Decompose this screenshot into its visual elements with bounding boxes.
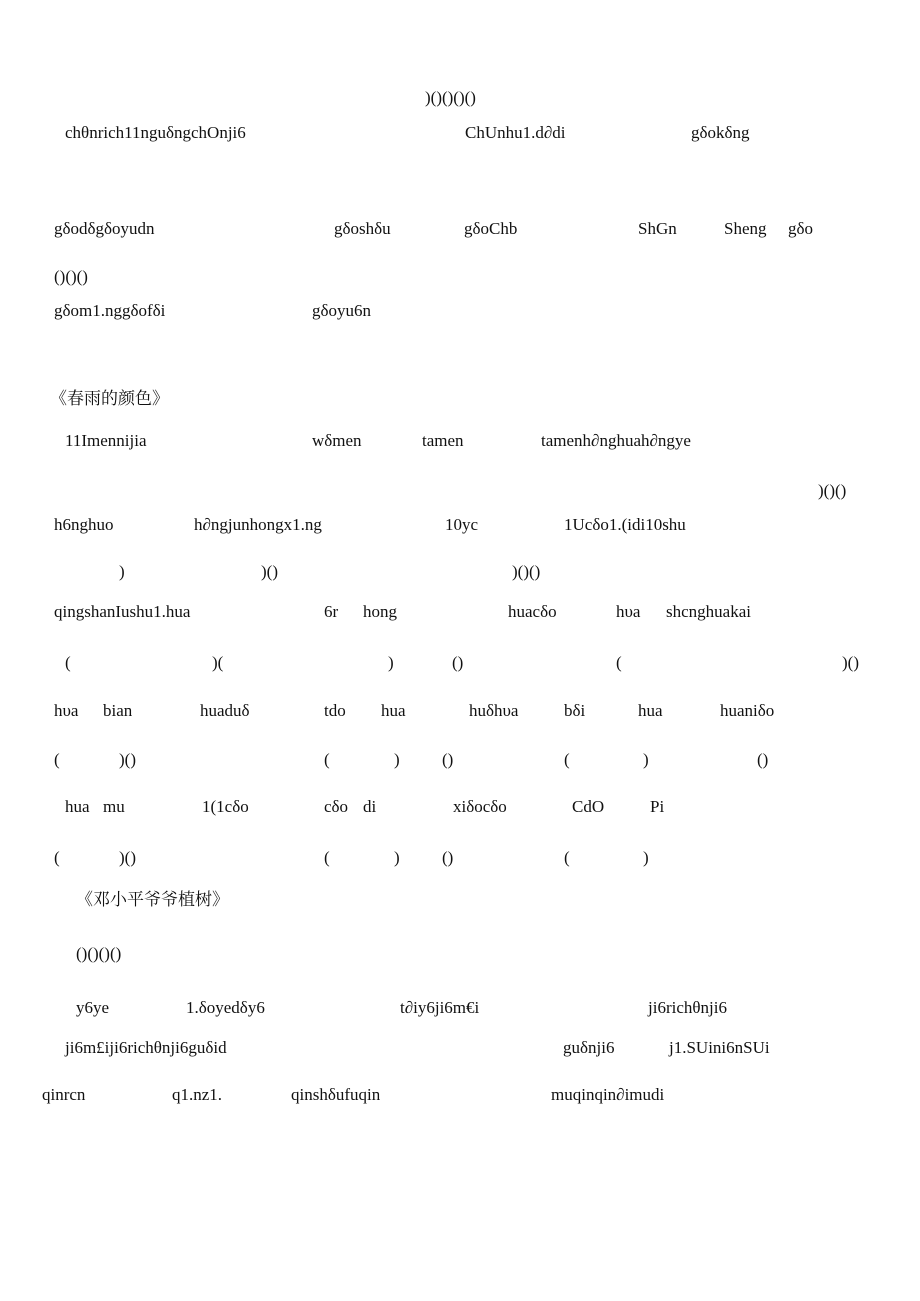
pinyin-word: gδodδgδoyudn: [54, 219, 155, 238]
paren-marks: (: [65, 653, 71, 672]
pinyin-word: huδhυa: [469, 701, 519, 720]
paren-marks: )(): [261, 562, 278, 581]
pinyin-word: mu: [103, 797, 125, 816]
pinyin-word: h6nghuo: [54, 515, 114, 534]
pinyin-word: shcnghuakai: [666, 602, 751, 621]
pinyin-word: chθnrich11nguδngchOnji6: [65, 123, 246, 142]
paren-marks: (: [54, 848, 60, 867]
pinyin-word: qinshδufuqin: [291, 1085, 381, 1104]
lesson-title: 《春雨的颜色》: [50, 389, 169, 409]
paren-marks: ): [119, 562, 125, 581]
pinyin-word: tamenh∂nghuah∂ngye: [541, 431, 691, 450]
paren-marks: (: [54, 750, 60, 769]
pinyin-word: Pi: [650, 797, 665, 816]
pinyin-word: hua: [65, 797, 90, 816]
pinyin-word: ShGn: [638, 219, 677, 238]
pinyin-word: gδo: [788, 219, 814, 238]
pinyin-word: bδi: [564, 701, 586, 720]
pinyin-word: q1.nz1.: [172, 1085, 223, 1104]
pinyin-word: muqinqin∂imudi: [551, 1085, 665, 1104]
paren-marks: ()()()(): [76, 944, 122, 963]
pinyin-word: t∂iy6ji6m€i: [400, 998, 480, 1017]
pinyin-word: 10yc: [445, 515, 479, 534]
pinyin-word: hυa: [54, 701, 79, 720]
pinyin-word: huaniδo: [720, 701, 775, 720]
pinyin-word: di: [363, 797, 377, 816]
pinyin-word: ji6richθnji6: [648, 998, 727, 1017]
paren-marks: (): [757, 750, 769, 769]
pinyin-word: gδokδng: [691, 123, 750, 142]
pinyin-word: ji6m£iji6richθnji6guδid: [65, 1038, 227, 1057]
paren-marks: (: [324, 750, 330, 769]
paren-marks: ()()(): [54, 267, 88, 286]
pinyin-word: cδo: [324, 797, 349, 816]
pinyin-word: qinrcn: [42, 1085, 86, 1104]
pinyin-word: guδnji6: [563, 1038, 615, 1057]
paren-marks: (: [616, 653, 622, 672]
pinyin-word: gδoyu6n: [312, 301, 372, 320]
paren-marks: (): [452, 653, 464, 672]
lesson-title: 《邓小平爷爷植树》: [76, 890, 229, 910]
paren-marks: )()(): [512, 562, 541, 581]
paren-marks: (: [324, 848, 330, 867]
paren-marks: )(): [119, 750, 136, 769]
pinyin-word: h∂ngjunhongx1.ng: [194, 515, 322, 534]
pinyin-word: 1(1cδo: [202, 797, 249, 816]
paren-marks: ): [394, 848, 400, 867]
pinyin-word: 1.δoyedδy6: [186, 998, 265, 1017]
paren-marks: )(): [119, 848, 136, 867]
pinyin-word: 6r: [324, 602, 339, 621]
pinyin-word: gδoChb: [464, 219, 518, 238]
paren-marks: (): [442, 750, 454, 769]
pinyin-word: gδoshδu: [334, 219, 391, 238]
pinyin-word: CdO: [572, 797, 605, 816]
pinyin-word: hong: [363, 602, 397, 621]
pinyin-word: j1.SUini6nSUi: [669, 1038, 770, 1057]
paren-marks: ): [643, 848, 649, 867]
paren-marks: ): [388, 653, 394, 672]
pinyin-word: xiδocδo: [453, 797, 507, 816]
pinyin-word: ChUnhu1.d∂di: [465, 123, 566, 142]
paren-marks: )()(): [818, 481, 847, 500]
pinyin-word: y6ye: [76, 998, 110, 1017]
heading-parens: )()()()(): [425, 88, 476, 107]
paren-marks: )(: [212, 653, 224, 672]
pinyin-word: tdo: [324, 701, 346, 720]
pinyin-word: wδmen: [312, 431, 362, 450]
pinyin-word: huacδo: [508, 602, 557, 621]
pinyin-word: 11Imennijia: [65, 431, 147, 450]
pinyin-word: qingshanIushu1.hua: [54, 602, 191, 621]
pinyin-word: hυa: [616, 602, 641, 621]
pinyin-word: gδom1.nggδofδi: [54, 301, 166, 320]
paren-marks: (: [564, 750, 570, 769]
pinyin-word: hua: [381, 701, 406, 720]
paren-marks: (: [564, 848, 570, 867]
pinyin-word: Sheng: [724, 219, 767, 238]
paren-marks: ): [643, 750, 649, 769]
pinyin-word: 1Ucδo1.(idi10shu: [564, 515, 686, 534]
paren-marks: ): [394, 750, 400, 769]
paren-marks: )(): [842, 653, 859, 672]
paren-marks: (): [442, 848, 454, 867]
pinyin-word: huaduδ: [200, 701, 250, 720]
pinyin-word: tamen: [422, 431, 464, 450]
pinyin-word: bian: [103, 701, 133, 720]
pinyin-word: hua: [638, 701, 663, 720]
